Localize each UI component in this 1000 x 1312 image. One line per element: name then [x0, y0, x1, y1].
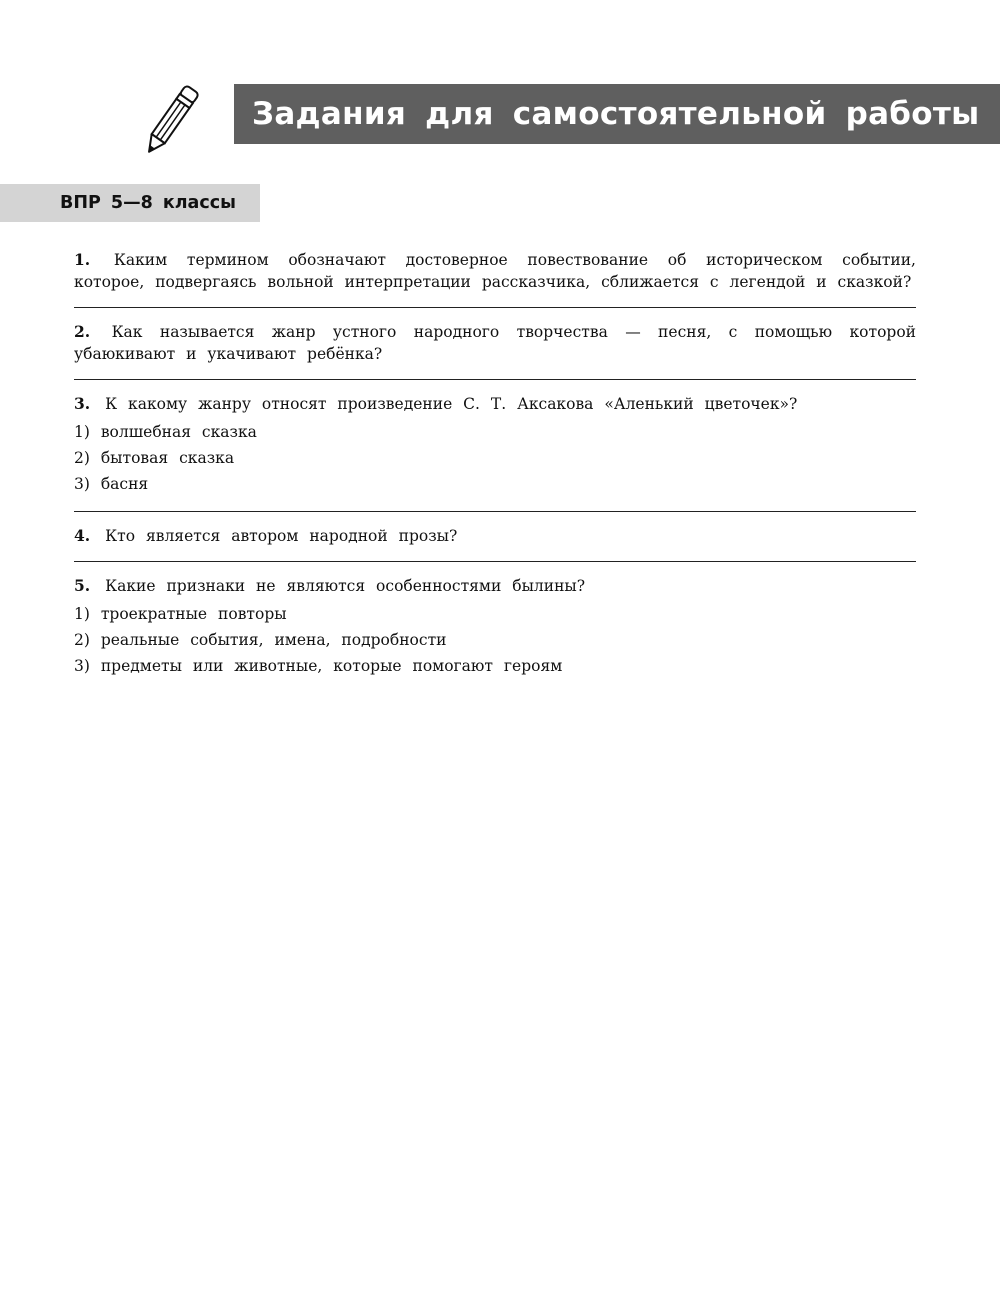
question-list	[74, 249, 916, 706]
question-1	[74, 249, 916, 308]
section-label: ВПР 5—8 классы	[60, 193, 236, 213]
question-number: 5.	[74, 576, 91, 595]
question-text	[74, 575, 916, 597]
question-body: К какому жанру относят произведение С. Т. Аксакова «Аленький цветочек»?	[105, 395, 798, 413]
question-5	[74, 575, 916, 693]
question-text	[74, 321, 916, 365]
section-tab	[0, 184, 260, 222]
question-number: 2.	[74, 322, 91, 341]
question-body: Как называется жанр устного народного творчества — песня, с помощью которой убаюкивают и укачивают ребёнка?	[74, 323, 916, 363]
question-number: 3.	[74, 394, 91, 413]
answer-option: 2) реальные события, имена, подробности	[74, 631, 447, 649]
question-2	[74, 321, 916, 380]
answer-option: 2) бытовая сказка	[74, 449, 235, 467]
page-title: Задания для самостоятельной работы	[252, 96, 980, 132]
question-number: 1.	[74, 250, 91, 269]
question-number: 4.	[74, 526, 91, 545]
question-body: Кто является автором народной прозы?	[105, 527, 458, 545]
question-text	[74, 525, 916, 547]
question-body: Каким термином обозначают достоверное повествование об историческом событии, которое, подвергаясь вольной интерпретации рассказчика, сближается с легендой и сказкой?	[74, 251, 916, 291]
answer-options	[74, 419, 916, 497]
question-4	[74, 525, 916, 562]
answer-option: 3) предметы или животные, которые помогают героям	[74, 657, 563, 675]
pencil-icon	[132, 80, 212, 158]
question-body: Какие признаки не являются особенностями былины?	[105, 577, 586, 595]
question-3	[74, 393, 916, 512]
question-text	[74, 249, 916, 293]
header-bar	[234, 84, 1000, 144]
question-text	[74, 393, 916, 415]
answer-option: 3) басня	[74, 475, 149, 493]
answer-option: 1) волшебная сказка	[74, 423, 257, 441]
answer-option: 1) троекратные повторы	[74, 605, 287, 623]
answer-options	[74, 601, 916, 679]
